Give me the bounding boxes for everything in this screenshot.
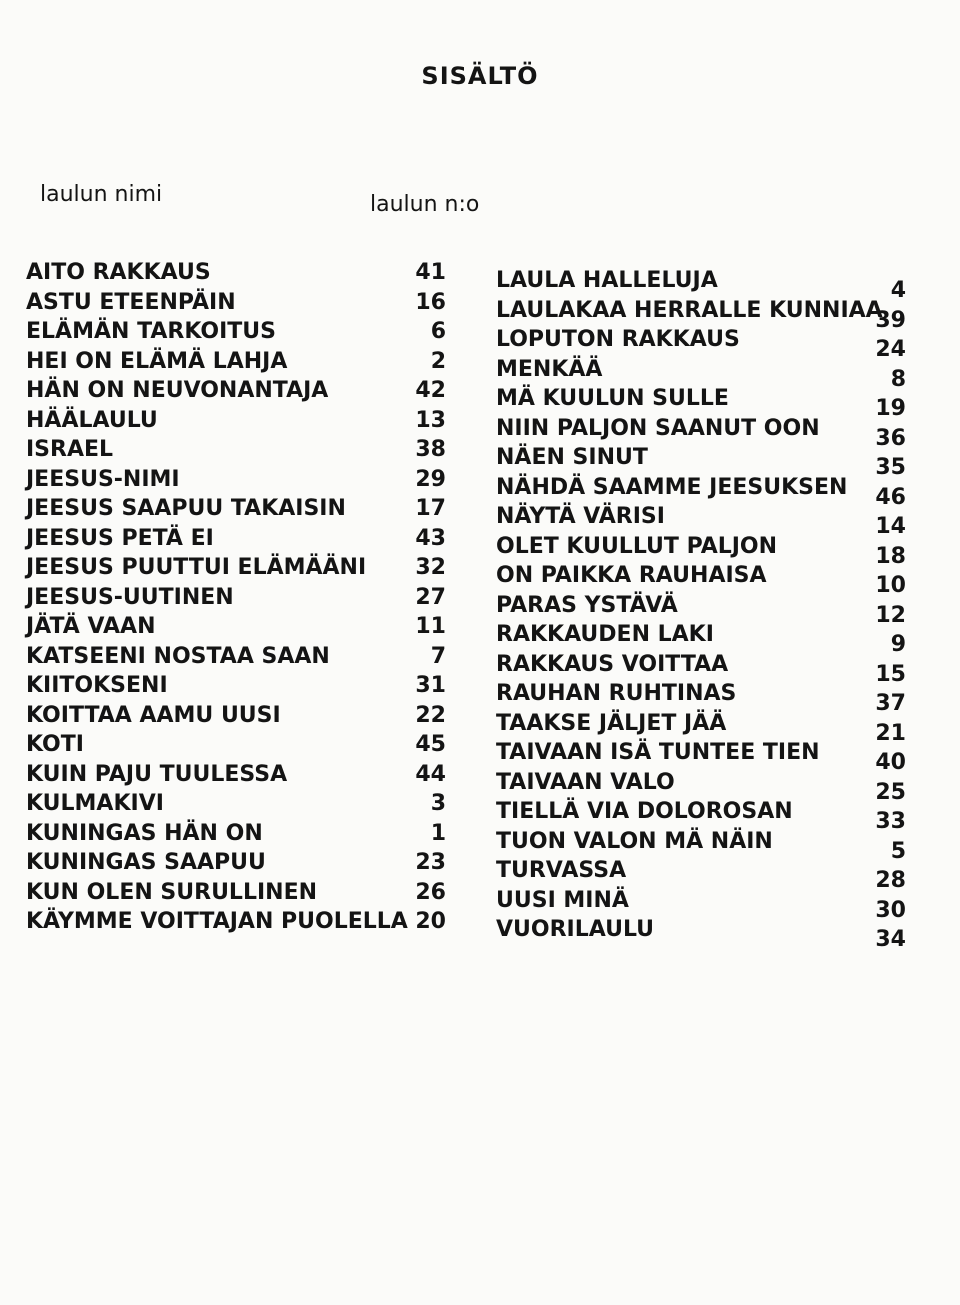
toc-entry [496,827,906,864]
toc-entry [496,915,906,952]
toc-entry [496,414,906,451]
song-number: 46 [875,484,906,510]
song-number: 34 [875,927,906,952]
song-number: 18 [875,543,906,569]
song-number: 22 [415,702,446,728]
toc-entry [496,620,906,657]
toc-entry [496,473,906,510]
song-title: TUON VALON MÄ NÄIN [496,828,773,854]
song-number: 27 [415,584,446,610]
song-title: NÄHDÄ SAAMME JEESUKSEN [496,474,848,500]
song-number: 44 [415,761,446,787]
toc-entry [26,288,446,318]
song-number: 17 [415,496,446,521]
song-title: KIITOKSENI [26,673,168,698]
toc-entry [26,317,446,347]
song-title: KUNINGAS HÄN ON [26,820,263,846]
song-number: 33 [875,809,906,834]
song-title: JEESUS-UUTINEN [26,584,234,610]
toc-entry [26,465,446,495]
song-title: ASTU ETEENPÄIN [26,289,236,315]
toc-entry [26,435,446,465]
toc-entry [26,612,446,642]
song-number: 12 [875,602,906,628]
song-title: HEI ON ELÄMÄ LAHJA [26,348,288,374]
song-title: OLET KUULLUT PALJON [496,533,778,559]
song-number: 4 [890,278,906,303]
song-number: 29 [415,466,446,492]
toc-entry [496,650,906,687]
song-title: TURVASSA [496,858,627,883]
toc-entry [496,738,906,775]
song-title: KUNINGAS SAAPUU [26,850,266,875]
song-title: KULMAKIVI [26,791,164,816]
toc-entry [496,709,906,746]
song-title: NÄEN SINUT [496,445,648,470]
song-number: 31 [415,673,446,698]
song-title: JEESUS SAAPUU TAKAISIN [26,496,346,521]
toc-entry [26,406,446,436]
toc-entry [496,768,906,805]
toc-entry [26,760,446,790]
toc-entry [496,296,906,333]
toc-entry [496,679,906,716]
song-number: 37 [875,691,906,716]
song-title: VUORILAULU [496,917,655,942]
toc-entry [496,443,906,480]
song-title: ON PAIKKA RAUHAISA [496,563,767,588]
toc-left-column [26,258,446,937]
song-title: MÄ KUULUN SULLE [496,386,729,411]
song-number: 5 [890,838,906,864]
toc-entry [496,355,906,392]
toc-entry [496,325,906,362]
song-number: 9 [890,632,906,657]
toc-entry [26,878,446,908]
song-title: TAIVAAN ISÄ TUNTEE TIEN [496,740,820,765]
toc-entry [26,819,446,849]
song-title: LOPUTON RAKKAUS [496,327,740,352]
toc-entry [26,907,446,937]
toc-entry [496,384,906,421]
song-title: KUN OLEN SURULLINEN [26,879,318,905]
song-number: 21 [875,720,906,746]
song-title: LAULAKAA HERRALLE KUNNIAA [496,297,883,323]
song-title: NÄYTÄ VÄRISI [496,504,665,529]
song-number: 28 [875,868,906,893]
song-title: AITO RAKKAUS [26,260,211,285]
toc-entry [496,561,906,598]
song-number: 25 [875,779,906,805]
song-number: 10 [875,573,906,598]
song-title: JEESUS PUUTTUI ELÄMÄÄNI [26,555,367,580]
song-number: 39 [875,307,906,333]
song-number: 6 [430,319,446,344]
song-title: RAKKAUS VOITTAA [496,651,729,677]
toc-entry [26,494,446,524]
song-number: 8 [890,366,906,392]
song-title: NIIN PALJON SAANUT OON [496,415,820,441]
song-title: ELÄMÄN TARKOITUS [26,319,276,344]
song-number: 23 [415,850,446,875]
song-title: JEESUS PETÄ EI [26,525,214,551]
song-number: 16 [415,289,446,315]
song-number: 38 [415,437,446,462]
song-number: 1 [430,820,446,846]
song-title: KATSEENI NOSTAA SAAN [26,643,330,669]
song-number: 41 [415,260,446,285]
song-name-header: laulun nimi [40,182,163,207]
toc-entry [26,848,446,878]
song-title: JÄTÄ VAAN [26,614,156,639]
toc-entry [26,701,446,731]
toc-entry [26,730,446,760]
song-number: 40 [875,750,906,775]
toc-entry [496,591,906,628]
song-number: 11 [415,614,446,639]
toc-entry [26,376,446,406]
toc-entry [26,671,446,701]
toc-entry [26,583,446,613]
toc-entry [496,797,906,834]
song-title: TAAKSE JÄLJET JÄÄ [496,710,727,736]
song-title: KOITTAA AAMU UUSI [26,702,281,728]
song-title: KÄYMME VOITTAJAN PUOLELLA [26,909,408,934]
song-title: JEESUS-NIMI [26,466,180,492]
song-number: 35 [875,455,906,480]
toc-entry [496,886,906,923]
song-number: 7 [430,643,446,669]
song-number: 3 [430,791,446,816]
page-title: SISÄLTÖ [421,62,539,91]
song-number: 32 [415,555,446,580]
song-number: 30 [875,897,906,923]
toc-entry [26,642,446,672]
toc-right-column [496,266,906,952]
toc-entry [496,532,906,569]
toc-entry [496,502,906,539]
song-number: 26 [415,879,446,905]
toc-entry [26,789,446,819]
song-title: LAULA HALLELUJA [496,268,718,293]
song-title: KUIN PAJU TUULESSA [26,761,288,787]
song-title: RAKKAUDEN LAKI [496,622,714,647]
song-number: 14 [875,514,906,539]
toc-entry [26,347,446,377]
song-title: RAUHAN RUHTINAS [496,681,737,706]
song-number: 2 [430,348,446,374]
song-title: UUSI MINÄ [496,887,629,913]
song-title: MENKÄÄ [496,356,603,382]
song-title: TIELLÄ VIA DOLOROSAN [496,799,793,824]
song-number: 45 [415,732,446,757]
song-number: 42 [415,378,446,403]
song-title: HÄN ON NEUVONANTAJA [26,378,329,403]
song-number-header: laulun n:o [370,192,480,217]
song-title: PARAS YSTÄVÄ [496,592,678,618]
song-number: 19 [875,396,906,421]
toc-entry [26,524,446,554]
song-number: 13 [415,407,446,433]
toc-entry [26,553,446,583]
toc-entry [496,856,906,893]
toc-entry [26,258,446,288]
song-number: 43 [415,525,446,551]
song-title: TAIVAAN VALO [496,769,675,795]
song-number: 15 [875,661,906,687]
song-title: HÄÄLAULU [26,407,158,433]
song-title: KOTI [26,732,84,757]
song-title: ISRAEL [26,437,114,462]
song-number: 20 [415,909,446,934]
toc-entry [496,266,906,303]
song-number: 24 [875,337,906,362]
song-number: 36 [875,425,906,451]
